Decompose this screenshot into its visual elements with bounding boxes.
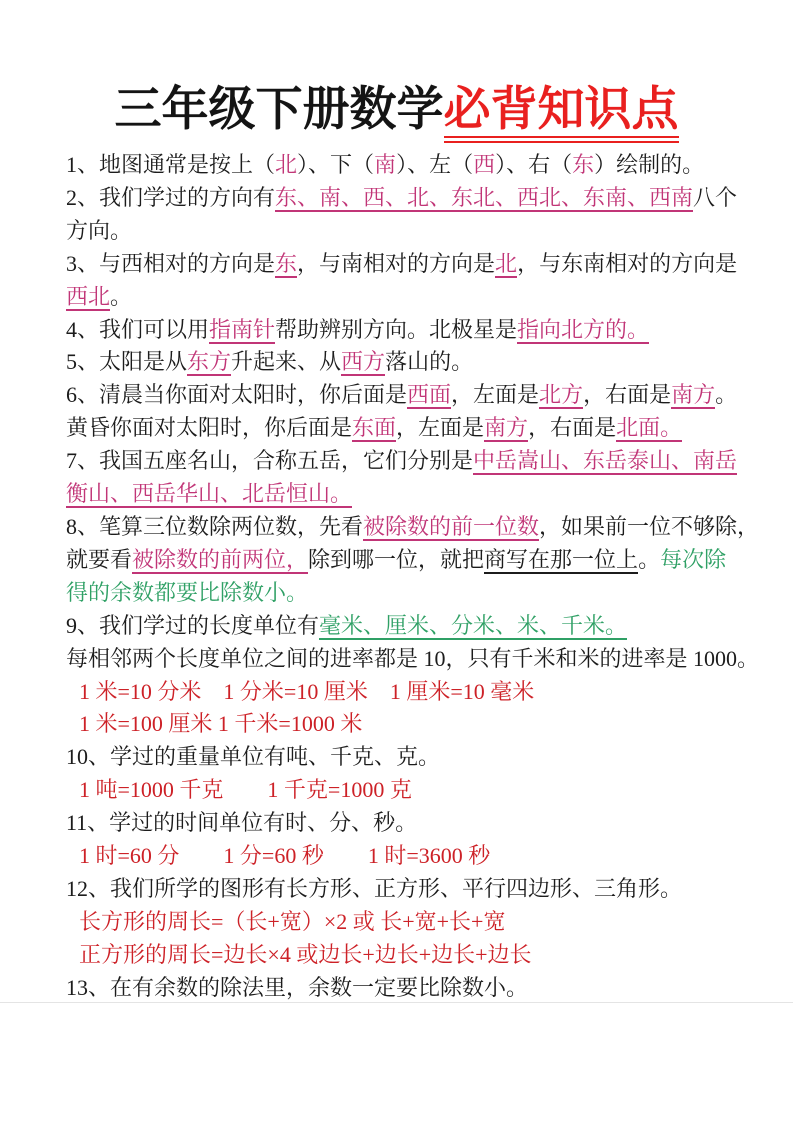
text-segment: ，左面是	[451, 382, 540, 408]
text-segment: 黄昏你面对太阳时，你后面是	[66, 415, 353, 441]
highlighted-text: 中岳嵩山、东岳泰山、南岳	[473, 448, 738, 474]
text-segment: ，右面是	[583, 382, 672, 408]
text-line	[66, 478, 776, 511]
text-line	[66, 182, 776, 215]
text-line	[66, 807, 776, 840]
highlighted-text: 指向北方的。	[517, 316, 650, 342]
highlighted-text: 北面。	[616, 415, 683, 441]
text-line	[66, 379, 776, 412]
text-segment: 。	[715, 382, 738, 408]
text-segment: 2、我们学过的方向有	[66, 184, 276, 210]
text-line	[66, 774, 776, 807]
text-segment: 5、太阳是从	[66, 349, 188, 375]
text-segment: 11、学过的时间单位有时、分、秒。	[66, 810, 418, 836]
highlighted-text: 北方	[539, 382, 584, 408]
text-segment: 就要看	[66, 546, 133, 572]
text-segment: 帮助辨别方向。北极星是	[275, 316, 518, 342]
page-title-red-underlined: 必背知识点	[444, 82, 679, 143]
text-segment: 落山的。	[385, 349, 474, 375]
text-segment: 西	[473, 152, 496, 177]
text-segment: 每相邻两个长度单位之间的进率都是 10，只有千米和米的进率是 1000。	[66, 645, 760, 671]
text-segment: 7、我国五座名山，合称五岳，它们分别是	[66, 448, 474, 474]
knowledge-list	[66, 149, 776, 1005]
text-line	[66, 248, 776, 281]
text-segment: 方向。	[66, 217, 133, 243]
text-segment: 。	[638, 546, 661, 572]
text-line	[66, 346, 776, 379]
text-segment: 升起来、从	[231, 349, 342, 375]
highlighted-text: 南方	[484, 415, 529, 441]
text-segment: 1 米=100 厘米 1 千米=1000 米	[79, 711, 363, 737]
highlighted-text: 东	[275, 250, 298, 276]
text-segment: 长方形的周长=（长+宽）×2 或 长+宽+长+宽	[79, 908, 506, 934]
text-segment: 1 米=10 分米 1 分米=10 厘米 1 厘米=10 毫米	[79, 678, 535, 704]
highlighted-text: 西面	[407, 382, 452, 408]
text-line	[66, 643, 776, 676]
text-segment: ，与东南相对的方向是	[517, 250, 738, 276]
text-segment: 4、我们可以用	[66, 316, 210, 342]
text-line	[66, 445, 776, 478]
text-line	[66, 840, 776, 873]
text-segment: 得的余数都要比除数小。	[66, 579, 309, 605]
text-line	[66, 577, 776, 610]
highlighted-text: 西方	[341, 349, 386, 375]
text-line	[66, 676, 776, 709]
text-line	[66, 708, 776, 741]
page-title-black: 三年级下册数学	[114, 82, 444, 135]
highlighted-text: 南方	[671, 382, 716, 408]
highlighted-text: 被除数的前两位，	[132, 546, 309, 572]
text-segment: 3、与西相对的方向是	[66, 250, 276, 276]
highlighted-text: 毫米、厘米、分米、米、千米。	[319, 612, 628, 638]
text-line	[66, 939, 776, 972]
text-segment: 8、笔算三位数除两位数，先看	[66, 513, 364, 539]
text-segment: 9、我们学过的长度单位有	[66, 612, 320, 638]
text-segment: 正方形的周长=边长×4 或边长+边长+边长+边长	[79, 941, 532, 967]
text-segment: 除到哪一位，就把	[308, 546, 485, 572]
text-segment: 1 时=60 分 1 分=60 秒 1 时=3600 秒	[79, 843, 491, 869]
text-segment: ）、左（	[396, 152, 474, 177]
text-segment: 13、在有余数的除法里，余数一定要比除数小。	[66, 974, 529, 1000]
text-segment: 1、地图通常是按上（	[66, 152, 276, 177]
page-title	[0, 82, 793, 136]
text-segment: 北	[275, 152, 298, 177]
text-segment: ）、下（	[297, 152, 375, 177]
text-segment: 。	[110, 283, 133, 309]
highlighted-text: 商写在那一位上	[484, 546, 639, 572]
highlighted-text: 西北	[66, 283, 111, 309]
text-line	[66, 544, 776, 577]
highlighted-text: 衡山、西岳华山、北岳恒山。	[66, 481, 353, 507]
text-line	[66, 314, 776, 347]
highlighted-text: 被除数的前一位数	[363, 513, 540, 539]
text-line	[66, 215, 776, 248]
text-line	[66, 873, 776, 906]
text-line	[66, 972, 776, 1005]
text-segment: 1 吨=1000 千克 1 千克=1000 克	[79, 777, 412, 803]
text-line	[66, 610, 776, 643]
text-line	[66, 741, 776, 774]
text-segment: 12、我们所学的图形有长方形、正方形、平行四边形、三角形。	[66, 875, 683, 901]
text-segment: 每次除	[660, 546, 727, 572]
text-segment: 10、学过的重量单位有吨、千克、克。	[66, 744, 441, 770]
text-segment: ）、右（	[495, 152, 573, 177]
text-segment: ，如果前一位不够除，	[539, 513, 760, 539]
text-line	[66, 906, 776, 939]
text-segment: ）绘制的。	[594, 152, 705, 177]
text-line	[66, 511, 776, 544]
highlighted-text: 东方	[187, 349, 232, 375]
text-segment: 6、清晨当你面对太阳时，你后面是	[66, 382, 408, 408]
text-segment: 东	[572, 152, 595, 177]
text-line	[66, 281, 776, 314]
highlighted-text: 北	[495, 250, 518, 276]
text-segment: ，与南相对的方向是	[297, 250, 496, 276]
text-segment: 南	[374, 152, 397, 177]
text-segment: ，左面是	[396, 415, 485, 441]
highlighted-text: 指南针	[209, 316, 276, 342]
text-segment: 八个	[693, 184, 738, 210]
text-segment: ，右面是	[528, 415, 617, 441]
divider-line	[0, 1002, 793, 1003]
text-line	[66, 412, 776, 445]
highlighted-text: 东面	[352, 415, 397, 441]
highlighted-text: 东、南、西、北、东北、西北、东南、西南	[275, 184, 694, 210]
text-line	[66, 149, 776, 182]
